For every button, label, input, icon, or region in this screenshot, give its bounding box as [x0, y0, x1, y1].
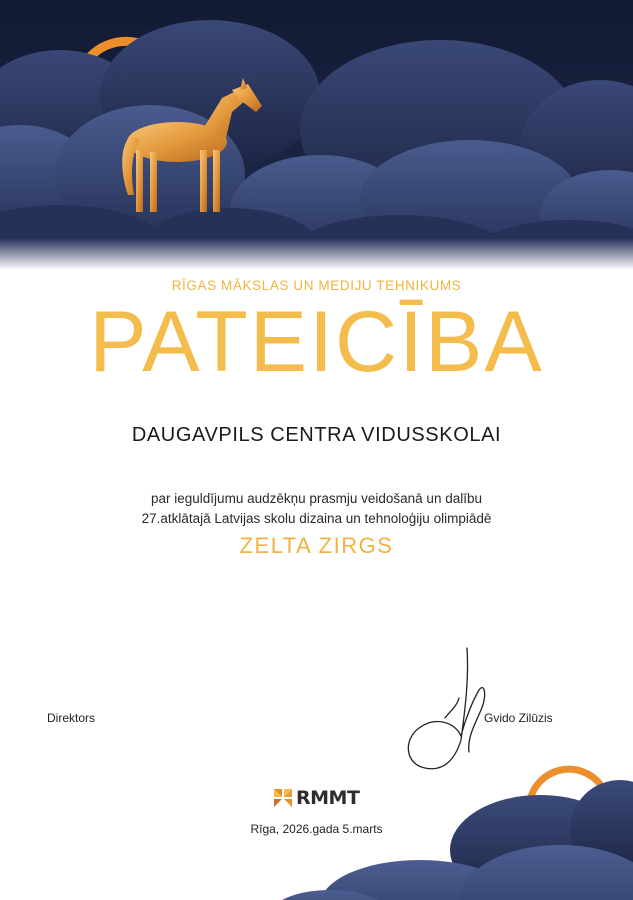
reason-text	[0, 489, 633, 529]
certificate-title: PATEICĪBA	[89, 294, 544, 390]
signer-name: Gvido Zilūzis	[484, 711, 553, 725]
reason-line-2: 27.atklātajā Latvijas skolu dizaina un tehnoloģiju olimpiādē	[141, 511, 492, 526]
reason-line-1: par ieguldījumu audzēkņu prasmju veidošanā un dalību	[151, 491, 482, 506]
date-place: Rīga, 2026.gada 5.marts	[250, 822, 383, 836]
olympiad-name: ZELTA ZIRGS	[239, 533, 394, 558]
footer-illustration	[0, 740, 633, 900]
signer-role: Direktors	[47, 711, 96, 725]
header-illustration	[0, 0, 633, 270]
institution-name: RĪGAS MĀKSLAS UN MEDIJU TEHNIKUMS	[171, 278, 462, 293]
recipient-name: DAUGAVPILS CENTRA VIDUSSKOLAI	[131, 424, 502, 446]
logo-text: RMMT	[296, 787, 360, 809]
